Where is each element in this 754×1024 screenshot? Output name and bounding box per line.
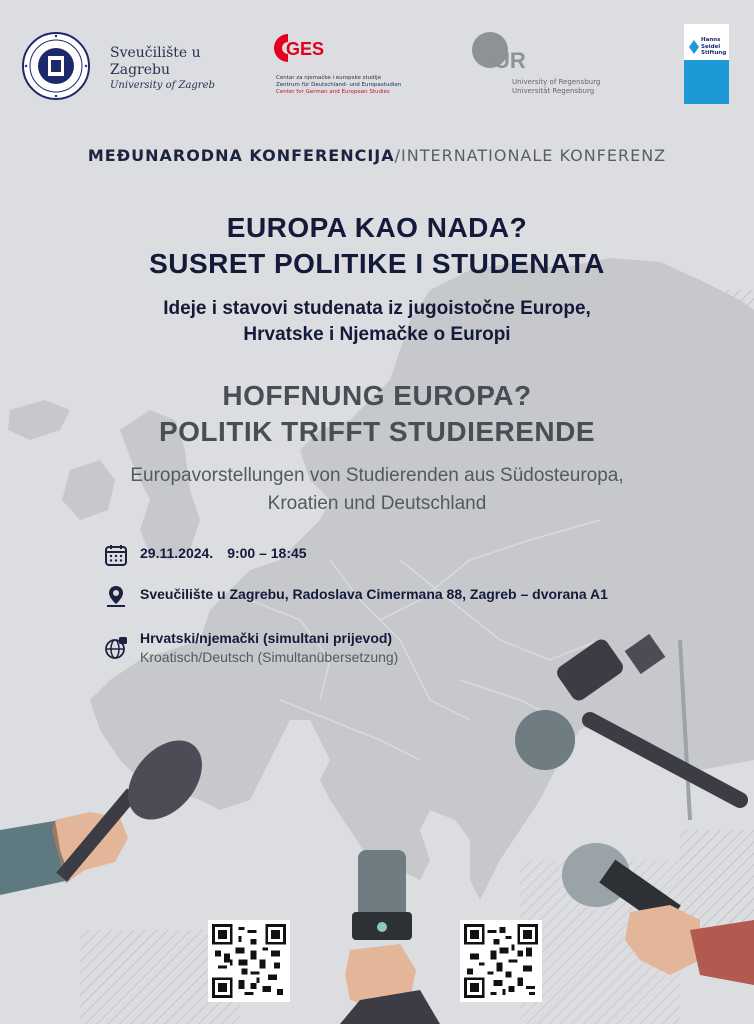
regensburg-wordmark bbox=[512, 78, 600, 96]
conference-label-hr: MEĐUNARODNA KONFERENCIJA bbox=[87, 146, 395, 165]
location-pin-icon bbox=[104, 584, 128, 608]
event-date: 29.11.2024. bbox=[140, 545, 214, 561]
hss-line1: Hanns bbox=[701, 37, 721, 43]
university-of-zagreb-seal-icon bbox=[22, 32, 90, 100]
ges-line3: Center for German and European Studies bbox=[276, 89, 390, 95]
subtitle-german bbox=[0, 462, 754, 518]
subtitle-hr-line2: Hrvatske i Njemačke o Europi bbox=[243, 324, 511, 345]
hanns-seidel-stiftung-logo bbox=[684, 24, 729, 104]
ges-line2: Zentrum für Deutschland- und Europastudien bbox=[276, 82, 402, 88]
ges-description bbox=[276, 75, 416, 96]
qr-code-left-icon bbox=[212, 924, 286, 998]
calendar-icon bbox=[104, 543, 128, 567]
globe-translate-icon bbox=[104, 636, 128, 660]
hss-diamond-icon bbox=[689, 40, 699, 54]
ges-mark: GES bbox=[286, 39, 325, 59]
title-de-line2: POLITIK TRIFFT STUDIERENDE bbox=[158, 416, 596, 447]
ur-mark: UR bbox=[494, 48, 526, 73]
subtitle-de-line1: Europavorstellungen von Studierenden aus Südosteuropa, bbox=[130, 465, 624, 486]
hss-line3: Stiftung bbox=[701, 50, 727, 56]
conference-label bbox=[0, 146, 754, 165]
event-location: Sveučilište u Zagrebu, Radoslava Cimermana 88, Zagreb – dvorana A1 bbox=[140, 586, 608, 602]
title-german bbox=[0, 378, 754, 450]
ges-logo-icon bbox=[272, 30, 342, 70]
title-hr-line1: EUROPA KAO NADA? bbox=[226, 212, 528, 243]
ur-line1: University of Regensburg bbox=[512, 78, 601, 86]
title-croatian bbox=[0, 210, 754, 282]
title-hr-line2: SUSRET POLITIKE I STUDENATA bbox=[149, 248, 605, 279]
subtitle-de-line2: Kroatien und Deutschland bbox=[267, 493, 487, 514]
subtitle-hr-line1: Ideje i stavovi studenata iz jugoistočne Europe, bbox=[163, 298, 591, 319]
title-de-line1: HOFFNUNG EUROPA? bbox=[222, 380, 532, 411]
uz-name-line3: University of Zagreb bbox=[110, 80, 215, 91]
ges-line1: Centar za njemačke i europske studije bbox=[276, 75, 382, 81]
hss-blue-block bbox=[684, 60, 729, 104]
qr-code-right-icon bbox=[464, 924, 538, 998]
university-of-regensburg-logo-icon bbox=[470, 30, 540, 74]
language-german: Kroatisch/Deutsch (Simultanübersetzung) bbox=[140, 649, 399, 665]
logo-bar bbox=[0, 0, 754, 120]
uz-name-line1: Sveučilište u bbox=[110, 45, 201, 61]
qr-code-left[interactable] bbox=[208, 920, 290, 1002]
conference-label-separator: / bbox=[394, 146, 402, 165]
university-of-zagreb-wordmark bbox=[110, 45, 215, 93]
subtitle-croatian bbox=[0, 296, 754, 348]
event-time: 9:00 – 18:45 bbox=[227, 545, 307, 561]
hss-name bbox=[701, 37, 726, 57]
ur-line2: Universität Regensburg bbox=[512, 87, 595, 95]
uz-name-line2: Zagrebu bbox=[110, 62, 170, 78]
hss-line2: Seidel bbox=[701, 43, 721, 50]
conference-label-de: INTERNATIONALE KONFERENZ bbox=[401, 146, 667, 165]
language-croatian: Hrvatski/njemački (simultani prijevod) bbox=[140, 630, 393, 646]
qr-code-right[interactable] bbox=[460, 920, 542, 1002]
